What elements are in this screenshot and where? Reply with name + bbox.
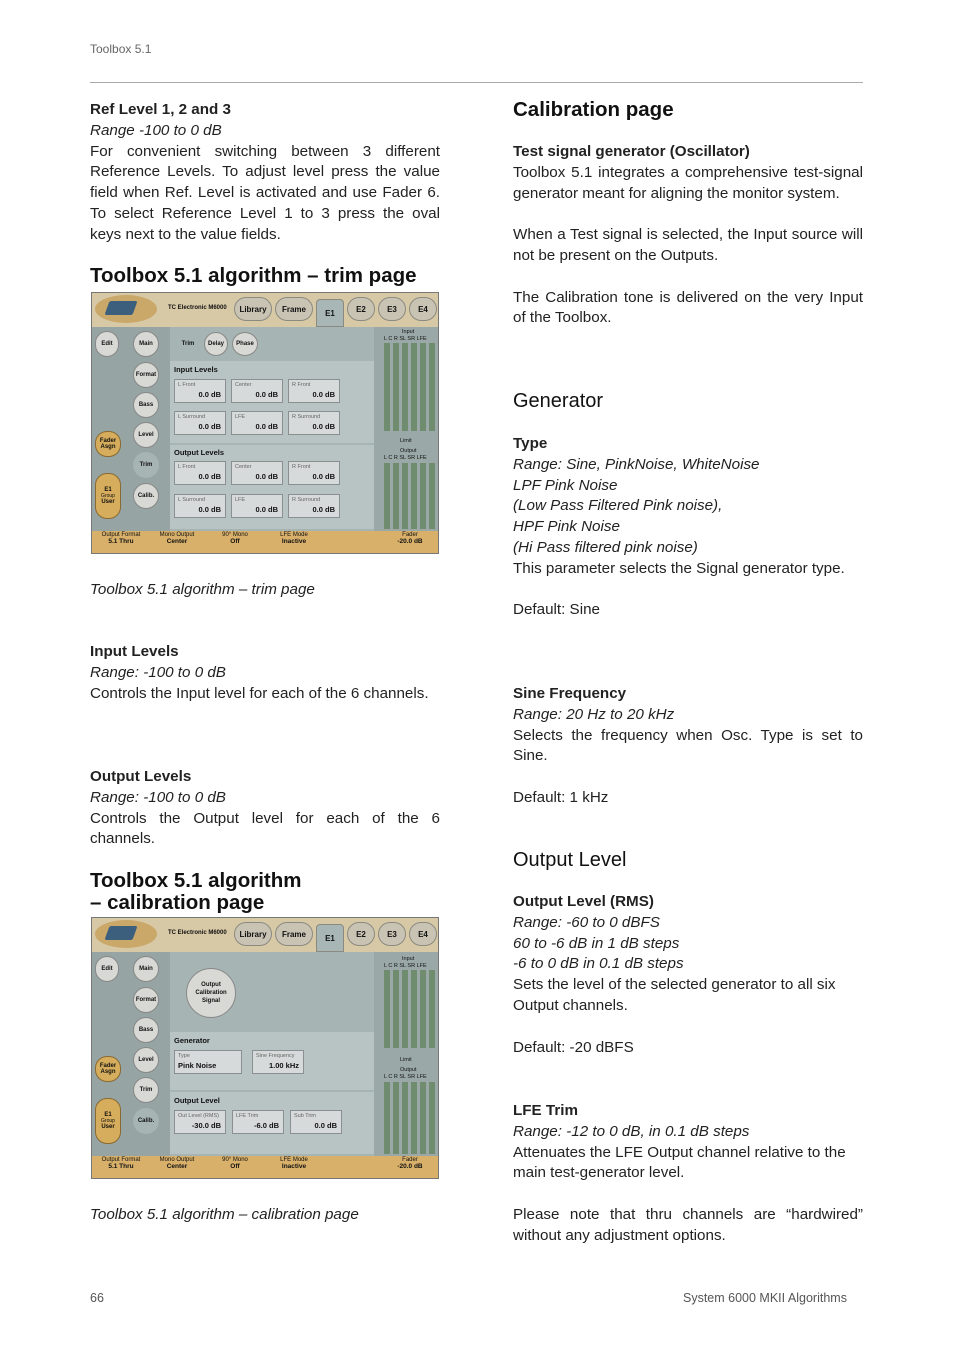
meter-channels: L C R SL SR LFE xyxy=(384,963,427,969)
sub-trim-field[interactable]: Sub Trim 0.0 dB xyxy=(290,1110,342,1134)
meter-channels: L C R SL SR LFE xyxy=(384,336,427,342)
bottom-cell[interactable]: LFE Mode Inactive xyxy=(280,532,308,545)
calib-button[interactable]: Calib. xyxy=(133,1108,159,1134)
bottom-cell[interactable]: Fader -20.0 dB xyxy=(397,1157,423,1170)
output-field[interactable]: L Surround 0.0 dB xyxy=(174,494,226,518)
fader-assign-button[interactable]: Fader Asgn xyxy=(95,431,121,457)
type-option: LPF Pink Noise xyxy=(513,476,618,494)
ref-level-title: Ref Level 1, 2 and 3 xyxy=(90,101,231,118)
tab-library[interactable]: Library xyxy=(234,922,272,946)
page-number: 66 xyxy=(90,1291,104,1305)
lfe-trim-note: Please note that thru channels are “hardwired” without any adjustment options. xyxy=(513,1205,863,1244)
trim-main-area xyxy=(170,327,374,531)
input-levels-title: Input Levels xyxy=(90,643,179,660)
header-rule xyxy=(90,82,863,83)
output-levels-panel xyxy=(170,445,374,529)
input-field[interactable]: L Front 0.0 dB xyxy=(174,379,226,403)
sine-frequency-field[interactable]: Sine Frequency 1.00 kHz xyxy=(252,1050,304,1074)
group-button[interactable] xyxy=(95,473,121,519)
type-option-note: (Low Pass Filtered Pink noise), xyxy=(513,497,723,515)
ref-level-body: For convenient switching between 3 different Reference Levels. To adjust level press the value field when Ref. Level is activated and use Fader 6. To select Reference Level 1 to 3 press the oval keys next to the value fields. xyxy=(90,142,440,243)
trim-page-heading: Toolbox 5.1 algorithm – trim page xyxy=(90,264,417,287)
lfe-trim-title: LFE Trim xyxy=(513,1102,578,1119)
output-level-panel xyxy=(170,1092,374,1154)
level-button[interactable]: Level xyxy=(133,422,159,448)
generator-heading: Generator xyxy=(513,390,604,412)
output-levels-section xyxy=(90,767,440,850)
main-button[interactable]: Main xyxy=(133,331,159,357)
calib-main-area xyxy=(170,952,374,1156)
footer-title: System 6000 MKII Algorithms xyxy=(683,1291,847,1305)
output-rms-range: Range: -60 to 0 dBFS xyxy=(513,913,660,931)
meter-channels: L C R SL SR LFE xyxy=(384,455,427,461)
group-user: User xyxy=(101,1124,115,1130)
calibration-heading: Calibration page xyxy=(513,98,674,121)
input-levels-label: Input Levels xyxy=(174,365,218,374)
trim-page-screenshot xyxy=(91,292,439,554)
bass-button[interactable]: Bass xyxy=(133,1017,159,1043)
trim-button[interactable]: Trim xyxy=(133,452,159,478)
output-rms-step: 60 to -6 dB in 1 dB steps xyxy=(513,934,680,952)
bottom-cell[interactable]: 90° Mono Off xyxy=(222,1157,248,1170)
bass-button[interactable]: Bass xyxy=(133,392,159,418)
input-levels-range: Range: -100 to 0 dB xyxy=(90,663,226,681)
lfe-trim-body: Attenuates the LFE Output channel relative to the main test-generator level. xyxy=(513,1143,846,1182)
main-button[interactable]: Main xyxy=(133,956,159,982)
meter-limit-label: Limit xyxy=(400,438,412,444)
screen-bottom-bar xyxy=(92,1156,438,1178)
meter-output-label: Output xyxy=(400,448,417,454)
tab-frame[interactable]: Frame xyxy=(275,297,313,321)
output-meter-bars xyxy=(384,1082,436,1154)
brand-label: TC Electronic M6000 xyxy=(168,305,227,311)
meter-output-label: Output xyxy=(400,1067,417,1073)
trim-button[interactable]: Trim xyxy=(133,1077,159,1103)
output-field[interactable]: L Front 0.0 dB xyxy=(174,461,226,485)
calibration-page-heading: Toolbox 5.1 algorithm – calibration page xyxy=(90,869,302,914)
tab-e1[interactable]: E1 xyxy=(316,299,344,327)
input-field[interactable]: Center 0.0 dB xyxy=(231,379,283,403)
device-logo xyxy=(95,920,157,948)
output-rms-step: -6 to 0 dB in 0.1 dB steps xyxy=(513,955,684,973)
calibration-caption: Toolbox 5.1 algorithm – calibration page xyxy=(90,1206,359,1223)
test-signal-title: Test signal generator (Oscillator) xyxy=(513,143,750,160)
tab-e1[interactable]: E1 xyxy=(316,924,344,952)
tab-e2[interactable]: E2 xyxy=(347,922,375,946)
bottom-cell[interactable]: Output Format 5.1 Thru xyxy=(101,1157,141,1170)
output-levels-title: Output Levels xyxy=(90,768,192,785)
tab-e4[interactable]: E4 xyxy=(409,922,437,946)
level-button[interactable]: Level xyxy=(133,1047,159,1073)
output-field[interactable]: R Front 0.0 dB xyxy=(288,461,340,485)
meter-limit-label: Limit xyxy=(400,1057,412,1063)
screen-top-bar xyxy=(92,918,438,952)
type-body: This parameter selects the Signal generator type. xyxy=(513,559,845,577)
sine-body: Selects the frequency when Osc. Type is set to Sine. xyxy=(513,726,863,765)
lfe-trim-field[interactable]: LFE Trim -6.0 dB xyxy=(232,1110,284,1134)
output-rms-title: Output Level (RMS) xyxy=(513,893,654,910)
sine-frequency-section xyxy=(513,684,863,809)
edit-button[interactable]: Edit xyxy=(95,956,119,982)
level-meters xyxy=(374,327,438,531)
test-signal-p1: Toolbox 5.1 integrates a comprehensive test-signal generator meant for aligning the monitor system. xyxy=(513,163,863,202)
group-user: User xyxy=(101,499,115,505)
group-e1: E1 xyxy=(104,487,112,493)
type-section xyxy=(513,434,863,621)
brand-label: TC Electronic M6000 xyxy=(168,930,227,936)
tab-frame[interactable]: Frame xyxy=(275,922,313,946)
type-option-note: (Hi Pass filtered pink noise) xyxy=(513,538,698,556)
subtab-delay[interactable]: Delay xyxy=(204,332,228,356)
input-levels-section xyxy=(90,642,440,704)
type-range: Range: Sine, PinkNoise, WhiteNoise xyxy=(513,455,760,473)
subtab-trim[interactable]: Trim xyxy=(173,332,203,356)
input-field[interactable]: L Surround 0.0 dB xyxy=(174,411,226,435)
meter-channels: L C R SL SR LFE xyxy=(384,1074,427,1080)
edit-button[interactable]: Edit xyxy=(95,331,119,357)
output-levels-label: Output Levels xyxy=(174,448,225,457)
test-signal-p3: The Calibration tone is delivered on the very Input of the Toolbox. xyxy=(513,288,863,327)
tab-e2[interactable]: E2 xyxy=(347,297,375,321)
sine-default: Default: 1 kHz xyxy=(513,788,609,806)
ref-level-range: Range -100 to 0 dB xyxy=(90,121,222,139)
output-rms-default: Default: -20 dBFS xyxy=(513,1038,634,1056)
bottom-cell[interactable]: Fader -20.0 dB xyxy=(397,532,423,545)
input-field[interactable]: LFE 0.0 dB xyxy=(231,411,283,435)
output-field[interactable]: R Surround 0.0 dB xyxy=(288,494,340,518)
format-button[interactable]: Format xyxy=(133,362,159,388)
output-field[interactable]: Center 0.0 dB xyxy=(231,461,283,485)
device-logo xyxy=(95,295,157,323)
output-calibration-signal-button[interactable]: Output Calibration Signal xyxy=(186,968,236,1018)
meter-input-label: Input xyxy=(402,329,415,335)
fader-assign-button[interactable]: Fader Asgn xyxy=(95,1056,121,1082)
output-level-label: Output Level xyxy=(174,1096,220,1105)
ref-level-section xyxy=(90,100,440,246)
output-meter-bars xyxy=(384,463,436,529)
group-label: Group xyxy=(101,493,115,499)
tab-e4[interactable]: E4 xyxy=(409,297,437,321)
calibration-page-screenshot xyxy=(91,917,439,1179)
sine-title: Sine Frequency xyxy=(513,685,627,702)
bottom-cell[interactable]: Mono Output Center xyxy=(159,532,195,545)
level-meters xyxy=(374,952,438,1156)
group-button[interactable] xyxy=(95,1098,121,1144)
tab-e3[interactable]: E3 xyxy=(378,297,406,321)
output-rms-section xyxy=(513,892,863,1058)
output-level-heading: Output Level xyxy=(513,849,627,871)
screen-top-bar xyxy=(92,293,438,327)
bottom-cell[interactable]: Output Format 5.1 Thru xyxy=(101,532,141,545)
lfe-trim-range: Range: -12 to 0 dB, in 0.1 dB steps xyxy=(513,1122,750,1140)
input-levels-body: Controls the Input level for each of the 6 channels. xyxy=(90,684,429,702)
trim-caption: Toolbox 5.1 algorithm – trim page xyxy=(90,581,315,598)
type-title: Type xyxy=(513,435,548,452)
screen-bottom-bar xyxy=(92,531,438,553)
input-meter-bars xyxy=(384,343,436,431)
sine-range: Range: 20 Hz to 20 kHz xyxy=(513,705,675,723)
group-e1: E1 xyxy=(104,1112,112,1118)
input-levels-panel xyxy=(170,361,374,443)
input-field[interactable]: R Front 0.0 dB xyxy=(288,379,340,403)
lfe-trim-section xyxy=(513,1101,863,1247)
test-signal-p2: When a Test signal is selected, the Input source will not be present on the Outputs. xyxy=(513,226,863,264)
running-header: Toolbox 5.1 xyxy=(90,42,152,56)
bottom-cell[interactable]: 90° Mono Off xyxy=(222,532,248,545)
format-button[interactable]: Format xyxy=(133,987,159,1013)
output-levels-body: Controls the Output level for each of the 6 channels. xyxy=(90,809,440,848)
type-field[interactable]: Type Pink Noise xyxy=(174,1050,242,1074)
test-signal-section xyxy=(513,142,863,329)
generator-label: Generator xyxy=(174,1036,210,1045)
output-rms-body: Sets the level of the selected generator to all six Output channels. xyxy=(513,976,836,1014)
group-label: Group xyxy=(101,1118,115,1124)
type-option: HPF Pink Noise xyxy=(513,518,620,536)
output-field[interactable]: LFE 0.0 dB xyxy=(231,494,283,518)
bottom-cell[interactable]: Mono Output Center xyxy=(159,1157,195,1170)
meter-input-label: Input xyxy=(402,956,415,962)
bottom-cell[interactable]: LFE Mode Inactive xyxy=(280,1157,308,1170)
calib-button[interactable]: Calib. xyxy=(133,483,159,509)
subtab-phase[interactable]: Phase xyxy=(232,332,258,356)
output-levels-range: Range: -100 to 0 dB xyxy=(90,788,226,806)
input-meter-bars xyxy=(384,970,436,1048)
tab-e3[interactable]: E3 xyxy=(378,922,406,946)
generator-panel xyxy=(170,1032,374,1090)
input-field[interactable]: R Surround 0.0 dB xyxy=(288,411,340,435)
out-level-field[interactable]: Out Level (RMS) -30.0 dB xyxy=(174,1110,226,1134)
tab-library[interactable]: Library xyxy=(234,297,272,321)
type-default: Default: Sine xyxy=(513,601,600,619)
